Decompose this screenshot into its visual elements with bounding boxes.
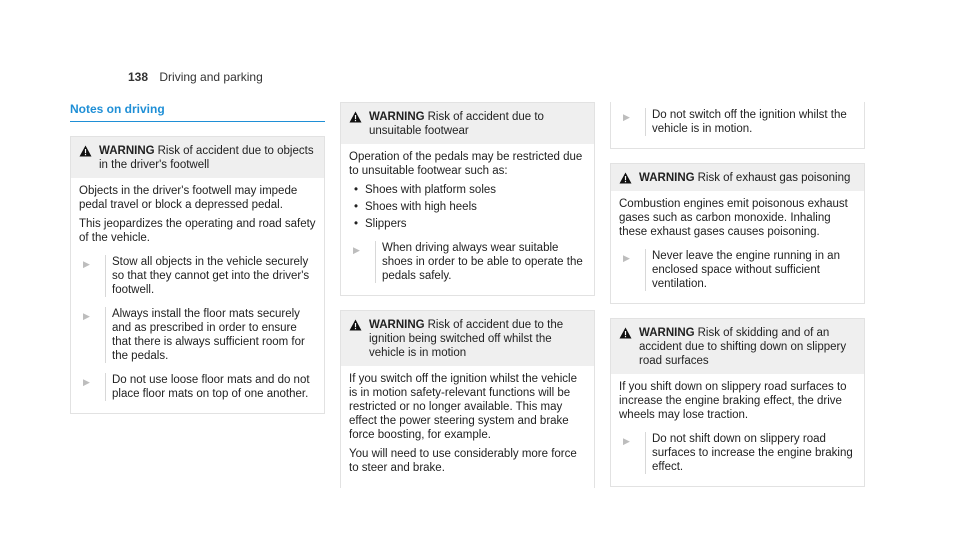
column-2 (340, 102, 595, 502)
warning-triangle-icon (619, 326, 639, 368)
warning-triangle-icon (349, 318, 369, 360)
bullet-list (349, 183, 586, 231)
warning-headline: Risk of accident due to unsuitable footwear (369, 111, 544, 137)
warning-body (611, 374, 864, 486)
page-header (128, 70, 263, 84)
step-arrow-icon: ▶ (83, 377, 90, 387)
warning-label: WARNING (369, 111, 425, 123)
warning-label: WARNING (639, 327, 695, 339)
warning-triangle-icon (79, 144, 99, 172)
warning-paragraph: If you switch off the ignition whilst the vehicle is in motion safety-relevant functions will be restricted or no longer available. This may effect the power steering system and brake force boosting, for example. (349, 373, 577, 441)
warning-header (611, 319, 864, 374)
warning-header (341, 103, 594, 144)
step-arrow-icon: ▶ (623, 112, 630, 122)
column-1 (70, 102, 325, 428)
page-number: 138 (128, 70, 149, 84)
warning-headline: Risk of accident due to objects in the driver's footwell (99, 145, 314, 171)
warning-header (611, 164, 864, 191)
warning-paragraph: Objects in the driver's footwell may impede pedal travel or block a depressed pedal. (79, 185, 298, 211)
instruction-step: ▶ Never leave the engine running in an enclosed space without sufficient ventilation. (619, 249, 856, 291)
continued-warning-box (610, 102, 865, 149)
instruction-step: ▶ Always install the floor mats securely and as prescribed in order to ensure that there is always sufficient room for the pedals. (79, 307, 316, 363)
list-item: • Shoes with high heels (349, 200, 586, 214)
warning-box-unsuitable-footwear (340, 102, 595, 296)
warning-box-skidding (610, 318, 865, 487)
warning-paragraph: If you shift down on slippery road surfaces to increase the engine braking effect, the drive wheels may lose traction. (619, 381, 847, 421)
warning-label: WARNING (369, 319, 425, 331)
section-title: Notes on driving (70, 102, 325, 122)
column-3 (610, 102, 865, 501)
step-arrow-icon: ▶ (353, 245, 360, 255)
warning-body (71, 178, 324, 413)
warning-headline: Risk of accident due to the ignition being switched off whilst the vehicle is in motion (369, 319, 564, 359)
warning-body (341, 366, 594, 488)
warning-headline: Risk of skidding and of an accident due to shifting down on slippery road surfaces (639, 327, 847, 367)
instruction-step: ▶ Do not use loose floor mats and do not place floor mats on top of one another. (79, 373, 316, 401)
warning-triangle-icon (349, 110, 369, 138)
warning-body (611, 191, 864, 303)
warning-label: WARNING (99, 145, 155, 157)
warning-box-exhaust-gas (610, 163, 865, 304)
instruction-step: ▶ When driving always wear suitable shoes in order to be able to operate the pedals safely. (349, 241, 586, 283)
warning-header (71, 137, 324, 178)
step-arrow-icon: ▶ (83, 311, 90, 321)
list-item: • Slippers (349, 217, 586, 231)
warning-triangle-icon (619, 171, 639, 185)
instruction-step: ▶ Stow all objects in the vehicle securely so that they cannot get into the driver's footwell. (79, 255, 316, 297)
list-item: • Shoes with platform soles (349, 183, 586, 197)
warning-paragraph: You will need to use considerably more force to steer and brake. (349, 448, 577, 474)
step-arrow-icon: ▶ (83, 259, 90, 269)
warning-box-ignition-off (340, 310, 595, 488)
page-header-title: Driving and parking (159, 70, 263, 84)
warning-label: WARNING (639, 172, 695, 184)
warning-header (341, 311, 594, 366)
instruction-step: ▶ Do not shift down on slippery road surfaces to increase the engine braking effect. (619, 432, 856, 474)
step-arrow-icon: ▶ (623, 436, 630, 446)
warning-box-footwell-objects (70, 136, 325, 414)
warning-paragraph: Operation of the pedals may be restricted due to unsuitable footwear such as: (349, 151, 583, 177)
warning-paragraph: Combustion engines emit poisonous exhaust gases such as carbon monoxide. Inhaling these exhaust gases causes poisoning. (619, 198, 848, 238)
warning-headline: Risk of exhaust gas poisoning (697, 172, 851, 184)
step-arrow-icon: ▶ (623, 253, 630, 263)
warning-paragraph: This jeopardizes the operating and road safety of the vehicle. (79, 218, 316, 244)
instruction-step: ▶ Do not switch off the ignition whilst the vehicle is in motion. (619, 108, 856, 136)
warning-body (341, 144, 594, 295)
